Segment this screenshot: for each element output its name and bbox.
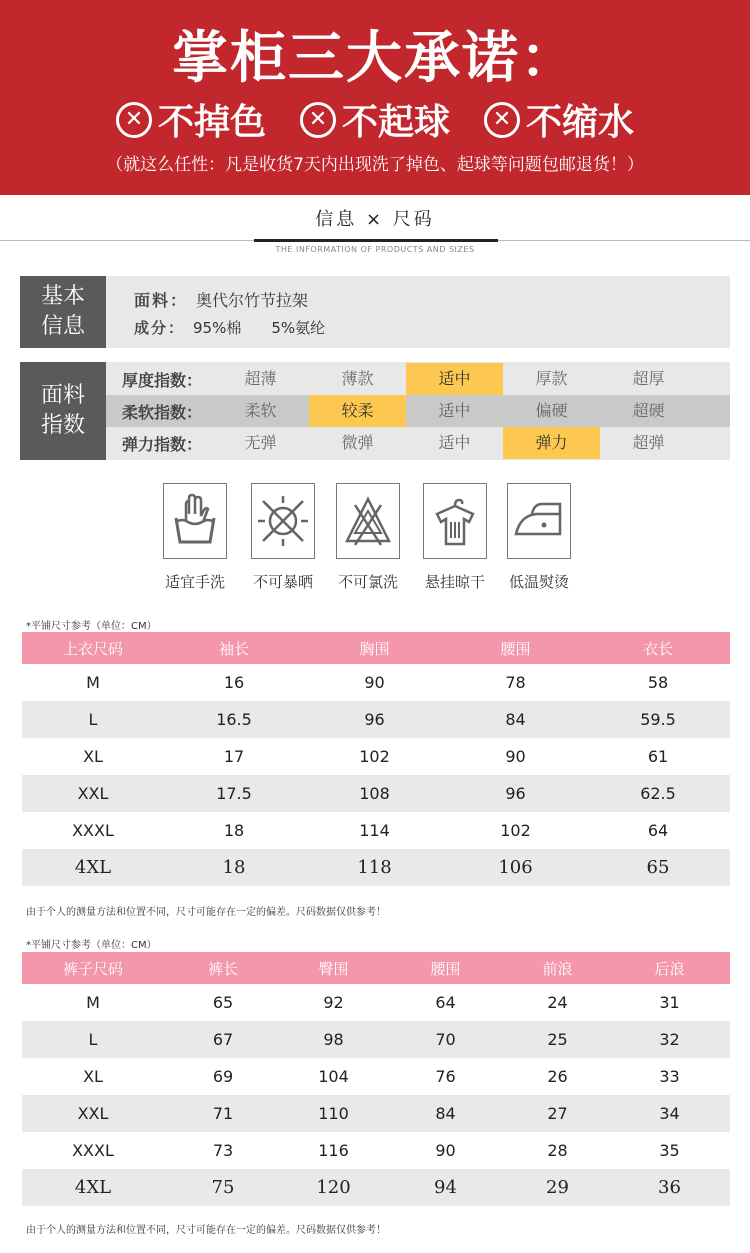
table-cell: XL xyxy=(83,747,103,766)
circle-x-icon: ✕ xyxy=(116,102,152,138)
index-option: 微弹 xyxy=(341,433,374,452)
table-row xyxy=(22,1021,730,1058)
index-option: 薄款 xyxy=(341,369,374,388)
table-cell: 84 xyxy=(505,710,526,729)
circle-x-icon: ✕ xyxy=(300,102,336,138)
table-cell: 70 xyxy=(435,1030,456,1049)
care-no-bleach xyxy=(328,483,408,592)
no-bleach-icon xyxy=(336,483,400,559)
table-row xyxy=(22,738,730,775)
table-cell: 75 xyxy=(211,1177,235,1198)
table-cell: 116 xyxy=(318,1141,349,1160)
table-cell: 34 xyxy=(659,1104,680,1123)
fabric-key: 面料： xyxy=(134,291,189,310)
table-cell: 69 xyxy=(212,1067,234,1086)
table-cell: 28 xyxy=(547,1141,568,1160)
basic-info-panel xyxy=(20,276,730,348)
table-cell: XXL xyxy=(77,1104,109,1123)
care-no-sun xyxy=(243,483,323,592)
header-cell: 裤子尺码 xyxy=(62,959,123,978)
top-table-disclaimer: 由于个人的测量方法和位置不同，尺寸可能存在一定的偏差。尺码数据仅供参考！ xyxy=(26,907,386,918)
header-cell: 臀围 xyxy=(318,959,349,978)
circle-x-icon: ✕ xyxy=(484,102,520,138)
basic-info-label xyxy=(20,276,106,348)
table-row xyxy=(22,1132,730,1169)
top-size-table xyxy=(22,632,730,886)
table-row xyxy=(22,1058,730,1095)
promise-banner xyxy=(0,0,750,195)
table-cell: 96 xyxy=(505,784,526,803)
promise-text: 不掉色 xyxy=(157,102,266,143)
table-cell: 64 xyxy=(435,993,456,1012)
index-option: 超硬 xyxy=(632,401,665,420)
care-hang-dry xyxy=(415,483,495,592)
label-line: 信息 xyxy=(40,314,85,339)
pants-size-table xyxy=(22,952,730,1206)
table-header xyxy=(22,632,730,664)
table-cell: 96 xyxy=(364,710,385,729)
table-cell: 31 xyxy=(659,993,680,1012)
promise-text: 不缩水 xyxy=(526,102,635,143)
table-row xyxy=(22,775,730,812)
table-cell: 18 xyxy=(223,821,245,840)
index-option: 超弹 xyxy=(632,433,665,452)
table-cell: 120 xyxy=(316,1177,351,1198)
header-cell: 腰围 xyxy=(430,959,461,978)
table-cell: 61 xyxy=(647,747,669,766)
care-label: 适宜手洗 xyxy=(164,573,225,591)
index-option: 适中 xyxy=(438,433,471,452)
index-option-selected: 较柔 xyxy=(309,395,406,427)
table-cell: L xyxy=(88,710,98,729)
table-header xyxy=(22,952,730,984)
table-row xyxy=(22,664,730,701)
table-cell: XL xyxy=(83,1067,103,1086)
care-label: 悬挂晾干 xyxy=(424,573,485,591)
care-label: 低温熨烫 xyxy=(508,573,569,591)
table-cell: M xyxy=(86,993,100,1012)
table-cell: 110 xyxy=(318,1104,349,1123)
index-option: 适中 xyxy=(438,401,471,420)
index-option: 柔软 xyxy=(244,401,277,420)
promise-no-pilling xyxy=(300,94,450,145)
header-cell: 胸围 xyxy=(359,639,390,658)
index-option: 无弹 xyxy=(244,433,277,452)
table-cell: 17 xyxy=(223,747,245,766)
table-row xyxy=(22,1169,730,1206)
header-cell: 腰围 xyxy=(500,639,531,658)
table-cell: 4XL xyxy=(74,1177,112,1198)
table-cell: 35 xyxy=(659,1141,680,1160)
table-cell: 25 xyxy=(547,1030,568,1049)
header-cell: 后浪 xyxy=(654,959,685,978)
top-table-ref: *平铺尺寸参考（单位：CM） xyxy=(26,621,157,632)
header-cell: 上衣尺码 xyxy=(62,639,123,658)
table-cell: 24 xyxy=(547,993,568,1012)
table-cell: 26 xyxy=(547,1067,568,1086)
table-cell: 17.5 xyxy=(216,784,252,803)
index-option: 超薄 xyxy=(244,369,277,388)
fabric-index-row xyxy=(106,427,730,459)
header-cell: 袖长 xyxy=(218,639,249,658)
table-cell: 118 xyxy=(357,857,392,878)
care-label: 不可暴晒 xyxy=(252,573,313,591)
hand-wash-icon xyxy=(163,483,227,559)
fabric-row xyxy=(134,288,308,311)
header-cell: 裤长 xyxy=(207,959,238,978)
label-line: 指数 xyxy=(40,413,85,438)
table-cell: 94 xyxy=(434,1177,457,1198)
table-row xyxy=(22,984,730,1021)
banner-note: （就这么任性：凡是收货7天内出现洗了掉色、起球等问题包邮退货！） xyxy=(106,155,644,175)
index-name: 厚度指数： xyxy=(122,370,203,390)
table-cell: 67 xyxy=(212,1030,234,1049)
index-option: 厚款 xyxy=(535,369,568,388)
banner-title: 掌柜三大承诺： xyxy=(172,26,578,91)
table-cell: 78 xyxy=(505,673,526,692)
table-cell: 76 xyxy=(435,1067,456,1086)
care-label: 不可氯洗 xyxy=(337,573,398,591)
fabric-index-row xyxy=(106,395,730,427)
table-cell: 104 xyxy=(318,1067,349,1086)
table-cell: XXXL xyxy=(72,1141,114,1160)
table-cell: 16 xyxy=(223,673,245,692)
hang-dry-icon xyxy=(423,483,487,559)
table-cell: 106 xyxy=(498,857,533,878)
header-cell: 衣长 xyxy=(642,639,673,658)
index-option: 超厚 xyxy=(632,369,665,388)
header-cell: 前浪 xyxy=(542,959,573,978)
no-sun-icon xyxy=(251,483,315,559)
composition-row xyxy=(134,317,325,338)
table-cell: 59.5 xyxy=(640,710,676,729)
promise-list xyxy=(0,94,750,145)
table-cell: 33 xyxy=(659,1067,680,1086)
low-iron-icon xyxy=(507,483,571,559)
divider-accent xyxy=(254,239,498,242)
table-cell: 27 xyxy=(547,1104,568,1123)
table-cell: 32 xyxy=(659,1030,680,1049)
table-cell: 84 xyxy=(435,1104,456,1123)
table-cell: 102 xyxy=(359,747,390,766)
table-cell: 90 xyxy=(364,673,385,692)
table-cell: 90 xyxy=(435,1141,456,1160)
promise-text: 不起球 xyxy=(341,102,450,143)
label-line: 基本 xyxy=(40,284,85,309)
table-row xyxy=(22,1095,730,1132)
composition-key: 成分： xyxy=(134,319,186,337)
table-cell: 16.5 xyxy=(216,710,252,729)
pants-table-ref: *平铺尺寸参考（单位：CM） xyxy=(26,940,157,951)
care-low-iron xyxy=(499,483,579,592)
index-name: 柔软指数： xyxy=(122,402,203,422)
table-row xyxy=(22,812,730,849)
table-cell: 114 xyxy=(359,821,390,840)
table-cell: 64 xyxy=(647,821,669,840)
index-option: 偏硬 xyxy=(535,401,568,420)
table-cell: 36 xyxy=(658,1177,681,1198)
table-row xyxy=(22,701,730,738)
table-cell: 18 xyxy=(222,857,246,878)
table-cell: 71 xyxy=(212,1104,234,1123)
fabric-index-panel xyxy=(20,362,730,460)
table-cell: 92 xyxy=(323,993,344,1012)
table-cell: 98 xyxy=(323,1030,344,1049)
index-name: 弹力指数： xyxy=(122,434,203,454)
index-option-selected: 适中 xyxy=(406,363,503,395)
table-cell: L xyxy=(88,1030,98,1049)
table-cell: 108 xyxy=(359,784,390,803)
table-cell: 90 xyxy=(505,747,526,766)
table-cell: 58 xyxy=(647,673,669,692)
table-cell: 102 xyxy=(500,821,531,840)
section-header xyxy=(0,205,750,254)
table-cell: M xyxy=(86,673,100,692)
section-title: 信息 × 尺码 xyxy=(315,209,435,230)
pants-table-disclaimer: 由于个人的测量方法和位置不同，尺寸可能存在一定的偏差。尺码数据仅供参考！ xyxy=(26,1225,386,1236)
promise-no-fade xyxy=(116,94,266,145)
index-option-selected: 弹力 xyxy=(503,427,600,459)
fabric-index-label xyxy=(20,362,106,460)
section-subtitle: THE INFORMATION OF PRODUCTS AND SIZES xyxy=(275,245,475,254)
fabric-index-row xyxy=(106,363,730,395)
table-cell: 62.5 xyxy=(640,784,676,803)
table-cell: 73 xyxy=(212,1141,234,1160)
fabric-value: 奥代尔竹节拉架 xyxy=(196,291,309,310)
composition-value: 95%棉 5%氨纶 xyxy=(193,319,326,337)
table-cell: 4XL xyxy=(74,857,112,878)
table-row xyxy=(22,849,730,886)
care-instructions xyxy=(0,483,750,593)
table-cell: XXXL xyxy=(72,821,114,840)
promise-no-shrink xyxy=(484,94,634,145)
table-cell: 65 xyxy=(646,857,670,878)
care-hand-wash xyxy=(155,483,235,592)
table-cell: XXL xyxy=(77,784,109,803)
table-cell: 29 xyxy=(546,1177,569,1198)
label-line: 面料 xyxy=(40,383,85,408)
table-cell: 65 xyxy=(212,993,234,1012)
